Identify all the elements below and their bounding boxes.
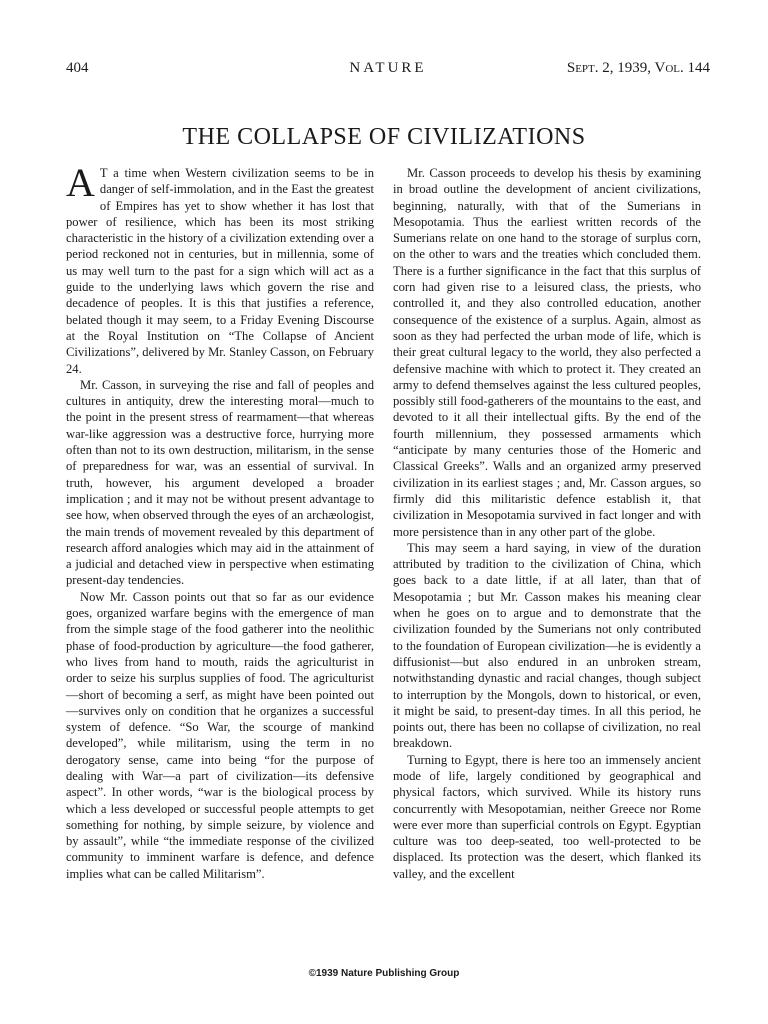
paragraph: Mr. Casson, in surveying the rise and fall of peoples and cultures in antiquity, drew the interesting moral—much to the point in the present stress of rearmament—that whereas war-like aggression was a destructive force, hurrying more often than not to its own destruction, militarism, in the sense of preparedness for war, was an essential of survival. In truth, however, his argument developed a broader implication ; and it may not be without present advantage to see how, when observed through the eyes of an archæologist, the main trends of movement revealed by this department of research afford analogies which may aid in the attainment of a judicial and detached view in perspective when estimating present-day tendencies. <box>66 377 374 588</box>
article-title: THE COLLAPSE OF CIVILIZATIONS <box>182 124 586 150</box>
paragraph: This may seem a hard saying, in view of the duration attributed by tradition to the civilization of China, which goes back to a date little, if at all later, than that of Mesopotamia ; but Mr. Casson makes his meaning clear when he goes on to argue and to demonstrate that the civilization founded by the Sumerians not only contributed to the foundation of European civilization—he is evidently a diffusionist—but also endured in an unbroken stream, notwithstanding dynastic and racial changes, though subject to interruption by the Mongols, down to historical, or even, it might be said, to present-day times. In all this period, he points out, there has been no collapse of civilization, no real breakdown. <box>393 540 701 751</box>
drop-cap: A <box>66 160 95 205</box>
running-header <box>66 60 710 82</box>
copyright-footer: ©1939 Nature Publishing Group <box>308 968 460 979</box>
paragraph: Mr. Casson proceeds to develop his thesis by examining in broad outline the development of ancient civilizations, beginning, naturally, with that of the Sumerians in Mesopotamia. Thus the earliest written records of the Sumerians relate on one hand to the storage of surplus corn, on the other to wars and the treaties which concluded them. There is a further significance in the fact that this surplus of corn had given rise to a leisured class, the priests, who controlled it, and they also controlled education, another consequence of the existence of a surplus. Again, almost as soon as they had perfected the urban mode of life, which is their great cultural legacy to the world, they also perfected a defensive machine with which to protect it. They created an army to defend themselves against the less cultured peoples, possibly still food-gatherers of the mountains to the east, and devoted to it all their intellectual gifts. By the end of the fourth millennium, they possessed armaments which “anticipate by many centuries those of the Homeric and Classical Greeks”. Walls and an organized army preserved civilization in its earliest stages ; and, Mr. Casson argues, so firmly did this militaristic defence establish it, that civilization in Mesopotamia survived in fact longer and with more persistence than in any other part of the globe. <box>393 166 701 539</box>
paragraph: Turning to Egypt, there is here too an immensely ancient mode of life, largely conditioned by geographical and physical factors, which survived. While its history runs concurrently with Mesopotamian, neither Greece nor Rome were ever more than superficial controls on Egypt. Egyptian culture was too deep-seated, too well-protected to be displaced. Its protection was the desert, which flanked its valley, and the excellent <box>393 752 701 881</box>
left-column <box>66 160 374 882</box>
right-column <box>393 165 701 882</box>
issue-date-volume: Sept. 2, 1939, Vol. 144 <box>566 60 710 76</box>
paragraph: Now Mr. Casson points out that so far as our evidence goes, organized warfare begins with the emergence of man from the simple stage of the food gatherer into the neolithic phase of food-production by agriculture—the food gatherer, who lives from hand to mouth, raids the agriculturist in order to seize his surplus supplies of food. The agriculturist—short of becoming a serf, as might have been pointed out—survives only on condition that he organizes a successful system of defence. “So War, the scourge of mankind developed”, while militarism, using the term in no derogatory sense, came into being “for the purpose of dealing with War—a part of civilization—its defensive aspect”. In other words, “war is the biological process by which a less developed or successful people attempts to get something for nothing, by simple seizure, by violence and by assault”, while “the immediate response of the civilized community to imminent warfare is defence, and defence implies what can be called Militarism”. <box>66 589 374 881</box>
paragraph <box>66 160 374 377</box>
paragraph-text: T a time when Western civilization seems to be in danger of self-immolation, and in the East the greatest of Empires has yet to show whether it has lost that power of resilience, which has been its most striking characteristic in the history of a civilization extending over a period reckoned not in centuries, but in millennia, some of us may well turn to the past for a sign which will act as a guide to the underlying laws which govern the rise and decadence of peoples. It is this that justifies a reference, belated though it may seem, to a Friday Evening Discourse at the Royal Institution on “The Collapse of Ancient Civilizations”, delivered by Mr. Stanley Casson, on February 24. <box>66 166 374 376</box>
page-number: 404 <box>66 60 89 76</box>
journal-name: NATURE <box>349 60 427 76</box>
